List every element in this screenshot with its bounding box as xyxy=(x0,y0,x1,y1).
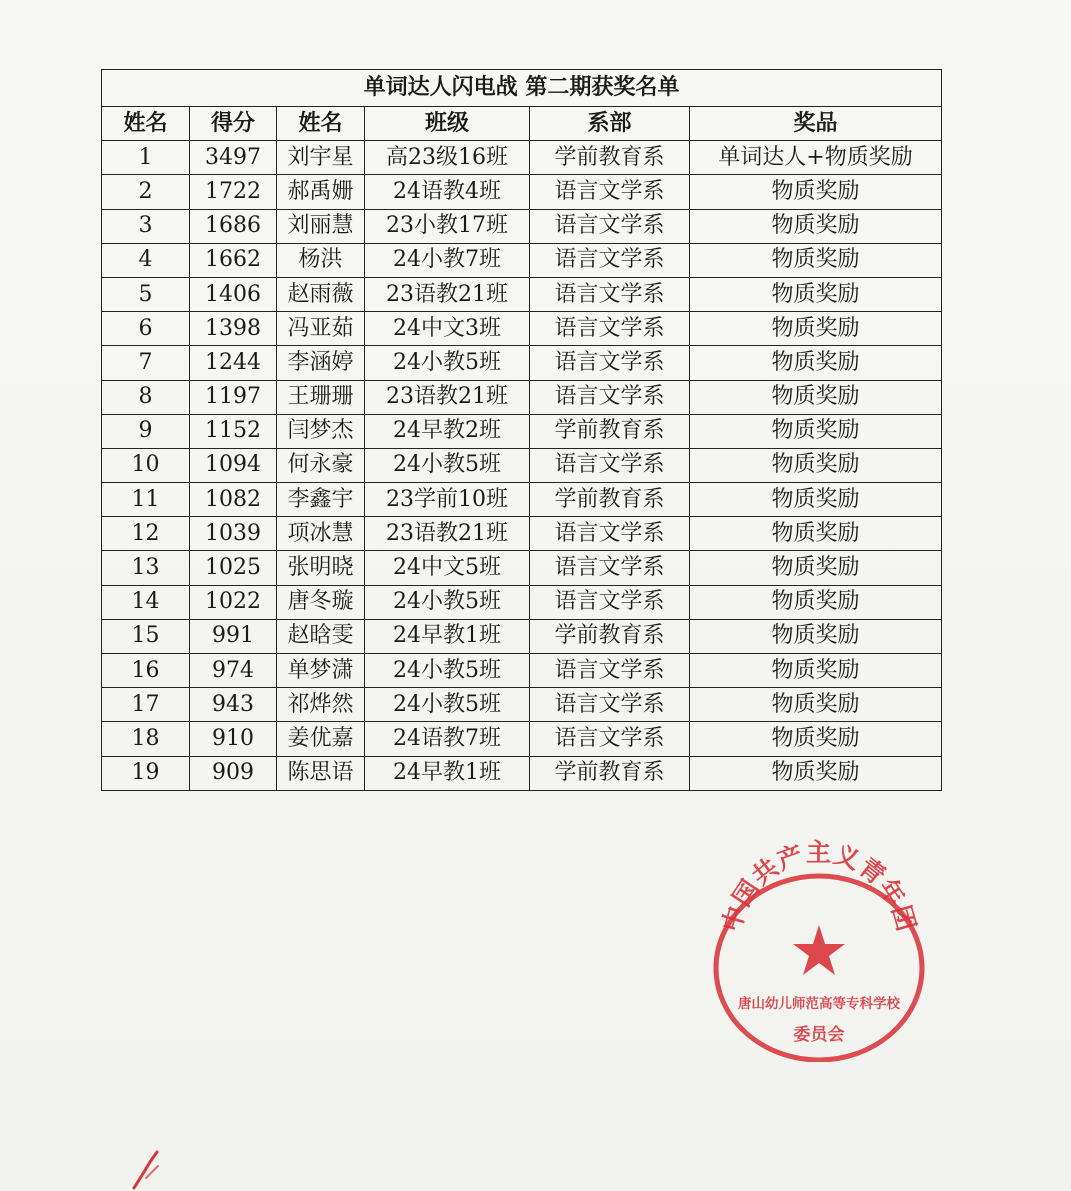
cell-department: 语言文学系 xyxy=(530,688,690,722)
cell-score: 1662 xyxy=(190,243,277,277)
cell-prize: 物质奖励 xyxy=(690,380,942,414)
cell-class: 23语教21班 xyxy=(365,277,530,311)
seal-bottom-text: 委员会 xyxy=(793,1025,845,1045)
cell-name: 姜优嘉 xyxy=(277,722,365,756)
table-row xyxy=(102,517,942,551)
cell-department: 语言文学系 xyxy=(530,517,690,551)
cell-name: 单梦潇 xyxy=(277,654,365,688)
cell-score: 3497 xyxy=(190,141,277,175)
table-row xyxy=(102,175,942,209)
cell-rank: 9 xyxy=(102,414,190,448)
header-cell-name: 姓名 xyxy=(277,107,365,141)
cell-class: 23学前10班 xyxy=(365,483,530,517)
cell-name: 祁烨然 xyxy=(277,688,365,722)
cell-department: 语言文学系 xyxy=(530,380,690,414)
table-body xyxy=(102,141,942,791)
header-row xyxy=(102,107,942,141)
cell-rank: 16 xyxy=(102,654,190,688)
cell-department: 学前教育系 xyxy=(530,619,690,653)
cell-department: 语言文学系 xyxy=(530,175,690,209)
cell-class: 23语教21班 xyxy=(365,380,530,414)
table-row xyxy=(102,414,942,448)
cell-score: 1082 xyxy=(190,483,277,517)
cell-score: 1094 xyxy=(190,448,277,482)
cell-prize: 物质奖励 xyxy=(690,448,942,482)
cell-class: 24小教7班 xyxy=(365,243,530,277)
cell-class: 24小教5班 xyxy=(365,585,530,619)
cell-department: 学前教育系 xyxy=(530,756,690,790)
cell-department: 语言文学系 xyxy=(530,585,690,619)
award-table xyxy=(101,69,942,791)
cell-prize: 物质奖励 xyxy=(690,585,942,619)
cell-department: 学前教育系 xyxy=(530,414,690,448)
cell-prize: 物质奖励 xyxy=(690,483,942,517)
cell-prize: 物质奖励 xyxy=(690,209,942,243)
cell-score: 974 xyxy=(190,654,277,688)
cell-class: 24早教1班 xyxy=(365,756,530,790)
seal-outer-text: 中国共产主义青年团 xyxy=(716,838,922,936)
cell-class: 24中文5班 xyxy=(365,551,530,585)
table-row xyxy=(102,209,942,243)
seal-inner-text: 唐山幼儿师范高等专科学校 xyxy=(738,996,900,1012)
cell-prize: 物质奖励 xyxy=(690,688,942,722)
table-row xyxy=(102,756,942,790)
cell-name: 杨洪 xyxy=(277,243,365,277)
cell-rank: 5 xyxy=(102,277,190,311)
cell-score: 909 xyxy=(190,756,277,790)
table-title: 单词达人闪电战 第二期获奖名单 xyxy=(101,69,942,106)
cell-class: 24中文3班 xyxy=(365,312,530,346)
cell-class: 24语教4班 xyxy=(365,175,530,209)
cell-rank: 10 xyxy=(102,448,190,482)
table-row xyxy=(102,619,942,653)
table-row xyxy=(102,654,942,688)
cell-score: 1152 xyxy=(190,414,277,448)
cell-department: 学前教育系 xyxy=(530,483,690,517)
cell-class: 24小教5班 xyxy=(365,688,530,722)
table-row xyxy=(102,688,942,722)
table-row xyxy=(102,722,942,756)
cell-department: 语言文学系 xyxy=(530,722,690,756)
cell-score: 1025 xyxy=(190,551,277,585)
cell-score: 943 xyxy=(190,688,277,722)
header-cell-rank: 姓名 xyxy=(102,107,190,141)
cell-rank: 8 xyxy=(102,380,190,414)
table-row xyxy=(102,448,942,482)
cell-name: 冯亚茹 xyxy=(277,312,365,346)
cell-department: 语言文学系 xyxy=(530,346,690,380)
table-row xyxy=(102,312,942,346)
cell-rank: 14 xyxy=(102,585,190,619)
cell-name: 郝禹姗 xyxy=(277,175,365,209)
cell-rank: 17 xyxy=(102,688,190,722)
cell-class: 24早教1班 xyxy=(365,619,530,653)
star-icon xyxy=(793,925,845,975)
cell-name: 王珊珊 xyxy=(277,380,365,414)
cell-prize: 物质奖励 xyxy=(690,551,942,585)
cell-name: 刘宇星 xyxy=(277,141,365,175)
cell-class: 24小教5班 xyxy=(365,346,530,380)
cell-department: 语言文学系 xyxy=(530,654,690,688)
cell-name: 陈思语 xyxy=(277,756,365,790)
cell-rank: 2 xyxy=(102,175,190,209)
cell-prize: 物质奖励 xyxy=(690,756,942,790)
cell-class: 24小教5班 xyxy=(365,448,530,482)
table-row xyxy=(102,277,942,311)
cell-department: 语言文学系 xyxy=(530,209,690,243)
cell-class: 23小教17班 xyxy=(365,209,530,243)
table-row xyxy=(102,380,942,414)
header-cell-department: 系部 xyxy=(530,107,690,141)
cell-score: 1686 xyxy=(190,209,277,243)
cell-class: 23语教21班 xyxy=(365,517,530,551)
table-row xyxy=(102,243,942,277)
cell-prize: 物质奖励 xyxy=(690,346,942,380)
cell-name: 项冰慧 xyxy=(277,517,365,551)
cell-rank: 12 xyxy=(102,517,190,551)
cell-prize: 物质奖励 xyxy=(690,175,942,209)
cell-score: 1398 xyxy=(190,312,277,346)
cell-name: 李鑫宇 xyxy=(277,483,365,517)
pen-mark xyxy=(130,1148,170,1191)
cell-class: 24语教7班 xyxy=(365,722,530,756)
cell-score: 1197 xyxy=(190,380,277,414)
cell-rank: 7 xyxy=(102,346,190,380)
cell-name: 何永豪 xyxy=(277,448,365,482)
cell-class: 高23级16班 xyxy=(365,141,530,175)
header-cell-class: 班级 xyxy=(365,107,530,141)
table-row xyxy=(102,551,942,585)
header-cell-score: 得分 xyxy=(190,107,277,141)
cell-score: 910 xyxy=(190,722,277,756)
cell-department: 语言文学系 xyxy=(530,277,690,311)
cell-prize: 物质奖励 xyxy=(690,414,942,448)
cell-rank: 19 xyxy=(102,756,190,790)
cell-score: 1722 xyxy=(190,175,277,209)
cell-prize: 物质奖励 xyxy=(690,654,942,688)
cell-prize: 物质奖励 xyxy=(690,722,942,756)
cell-rank: 3 xyxy=(102,209,190,243)
cell-name: 刘丽慧 xyxy=(277,209,365,243)
cell-department: 语言文学系 xyxy=(530,312,690,346)
cell-name: 闫梦杰 xyxy=(277,414,365,448)
cell-score: 1039 xyxy=(190,517,277,551)
svg-text:中国共产主义青年团 xyxy=(717,838,922,935)
table-row xyxy=(102,483,942,517)
cell-rank: 18 xyxy=(102,722,190,756)
cell-prize: 物质奖励 xyxy=(690,517,942,551)
cell-rank: 11 xyxy=(102,483,190,517)
cell-rank: 13 xyxy=(102,551,190,585)
header-cell-prize: 奖品 xyxy=(690,107,942,141)
cell-name: 唐冬璇 xyxy=(277,585,365,619)
cell-rank: 6 xyxy=(102,312,190,346)
cell-prize: 单词达人+物质奖励 xyxy=(690,141,942,175)
cell-score: 1022 xyxy=(190,585,277,619)
cell-score: 1406 xyxy=(190,277,277,311)
cell-rank: 15 xyxy=(102,619,190,653)
official-seal xyxy=(712,828,926,1062)
cell-prize: 物质奖励 xyxy=(690,619,942,653)
cell-department: 语言文学系 xyxy=(530,551,690,585)
cell-prize: 物质奖励 xyxy=(690,312,942,346)
cell-department: 语言文学系 xyxy=(530,448,690,482)
cell-class: 24小教5班 xyxy=(365,654,530,688)
cell-rank: 1 xyxy=(102,141,190,175)
cell-rank: 4 xyxy=(102,243,190,277)
cell-score: 1244 xyxy=(190,346,277,380)
cell-name: 赵雨薇 xyxy=(277,277,365,311)
cell-prize: 物质奖励 xyxy=(690,277,942,311)
cell-score: 991 xyxy=(190,619,277,653)
table-row xyxy=(102,346,942,380)
cell-prize: 物质奖励 xyxy=(690,243,942,277)
cell-class: 24早教2班 xyxy=(365,414,530,448)
cell-department: 语言文学系 xyxy=(530,243,690,277)
table-row xyxy=(102,141,942,175)
cell-name: 李涵婷 xyxy=(277,346,365,380)
table-row xyxy=(102,585,942,619)
cell-name: 赵晗雯 xyxy=(277,619,365,653)
cell-department: 学前教育系 xyxy=(530,141,690,175)
cell-name: 张明晓 xyxy=(277,551,365,585)
